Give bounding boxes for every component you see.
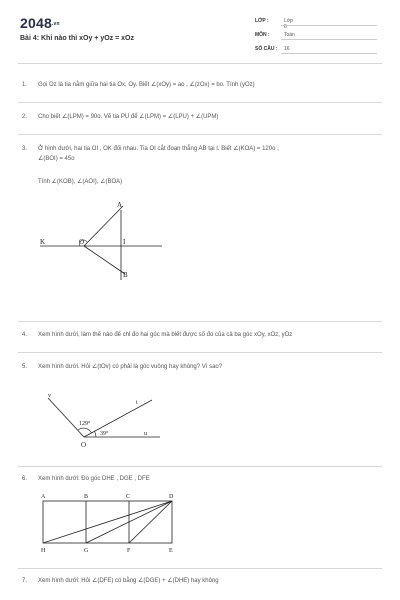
segment-DH: [43, 501, 172, 543]
question-number: 5.: [22, 364, 28, 370]
meta-value: Toán: [284, 32, 295, 38]
logo-text: 2048: [20, 15, 52, 31]
point-label-H: H: [41, 548, 46, 554]
question-text: Gọi Oz là tia nằm giữa hai tia Ox, Oy. Biết ∠(xOy) = ao , ∠(zOx) = bo. Tính (yOz): [38, 82, 255, 88]
question-number: 7.: [22, 578, 28, 584]
meta-value: 16: [284, 46, 290, 52]
question-text: Tính ∠(KOB), ∠(AOI), ∠(BOA): [38, 179, 123, 185]
question-text: Ở hình dưới, hai tia OI , OK đối nhau. Tia OI cắt đoạn thẳng AB tại I. Biết ∠(KOA) = 120o ,: [38, 146, 279, 152]
question-text: Xem hình dưới: Đo góc DHE , DGE , DFE: [38, 476, 150, 482]
question-text: Cho biết ∠(LPM) = 90o. Vẽ tia PU để ∠(LPM) = ∠(LPU) + ∠(UPM): [38, 114, 219, 120]
point-label-C: C: [126, 494, 131, 500]
question-text: Xem hình dưới. Hỏi ∠(tOv) có phải là góc vuông hay không? Vì sao?: [38, 364, 223, 370]
question-number: 4.: [22, 332, 28, 338]
point-label-O: O: [81, 441, 87, 449]
point-label-A: A: [41, 494, 46, 500]
segment-DF: [129, 501, 172, 543]
meta-key: LỚP :: [255, 18, 269, 24]
point-label-B: B: [123, 271, 128, 279]
meta-key: MÔN :: [255, 32, 270, 38]
point-label-G: G: [84, 548, 89, 554]
question-text: ∠(BOI) = 45o: [38, 156, 75, 162]
point-label-B: B: [84, 494, 89, 500]
question-number: 2.: [22, 114, 28, 120]
point-label-A: A: [117, 201, 123, 209]
point-label-I: I: [123, 238, 126, 246]
ray-label-t: t: [136, 400, 138, 406]
ray-label-u: u: [144, 431, 147, 437]
page-title: Bài 4: Khi nào thì xOy + yOz = xOz: [20, 35, 134, 42]
question-number: 6.: [22, 476, 28, 482]
meta-value: Lớp 6: [284, 18, 293, 30]
point-label-D: D: [169, 494, 174, 500]
point-label-K: K: [40, 238, 46, 246]
point-label-E: E: [169, 548, 173, 554]
point-label-F: F: [127, 548, 131, 554]
logo-suffix: .vn: [51, 21, 60, 27]
ray-label-v: v: [48, 393, 51, 399]
angle-label-129: 129°: [79, 421, 91, 427]
question-text: Xem hình dưới: Hỏi ∠(DFE) có bằng ∠(DGE) + ∠(DHE) hay không: [38, 578, 219, 584]
angle-label-39: 39°: [100, 431, 109, 437]
meta-key: SỐ CÂU :: [255, 46, 278, 52]
point-label-O: O: [79, 238, 85, 246]
question-divider: [18, 568, 382, 569]
question-number: 3.: [22, 146, 28, 152]
question-text: Xem hình dưới, làm thế nào để chỉ đo hai góc mà biết được số đo của cả ba góc xOy, xOz, yOz: [38, 332, 293, 338]
question-number: 1.: [22, 82, 28, 88]
